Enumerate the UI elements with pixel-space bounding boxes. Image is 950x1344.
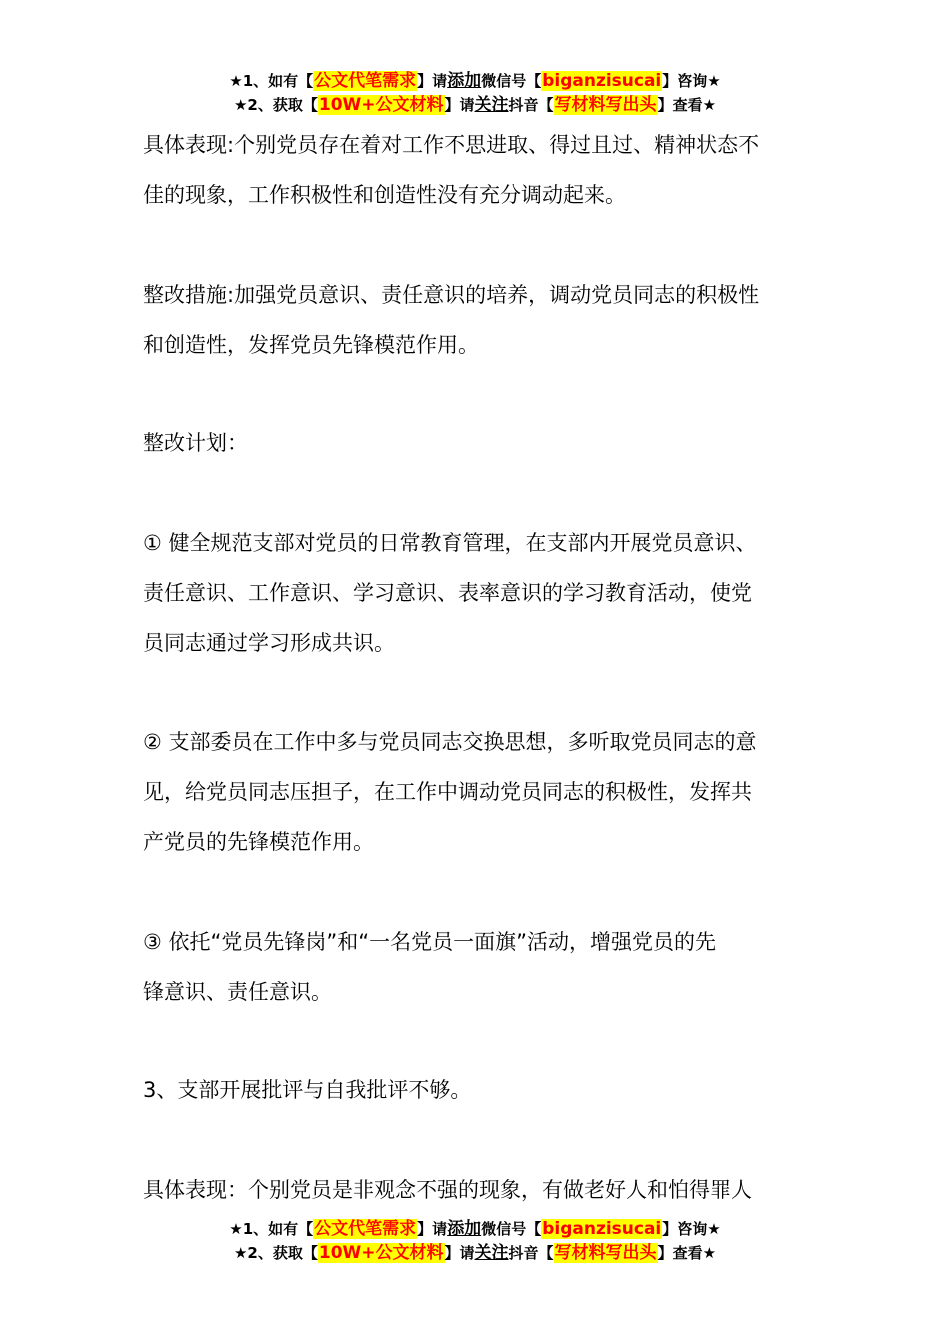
banner-highlight: 10W+公文材料 bbox=[318, 1243, 444, 1263]
banner-text: 】查看★ bbox=[657, 1244, 717, 1262]
banner-line-2 bbox=[0, 93, 950, 117]
text-line: 责任意识、工作意识、学习意识、表率意识的学习教育活动，使党 bbox=[143, 581, 752, 605]
text-line: 具体表现：个别党员是非观念不强的现象，有做老好人和怕得罪人 bbox=[143, 1178, 752, 1202]
banner-underlined: 关注 bbox=[474, 95, 509, 115]
banner-text: 】请 bbox=[417, 72, 448, 90]
douyin-id-highlight: 写材料写出头 bbox=[554, 95, 657, 115]
paragraph-plan-item-2 bbox=[143, 717, 813, 867]
text-line: 整改措施:加强党员意识、责任意识的培养，调动党员同志的积极性 bbox=[143, 283, 760, 307]
banner-text: ★2、获取【 bbox=[233, 96, 318, 114]
text-line: 佳的现象，工作积极性和创造性没有充分调动起来。 bbox=[143, 183, 626, 207]
text-line: 见，给党员同志压担子，在工作中调动党员同志的积极性，发挥共 bbox=[143, 780, 752, 804]
paragraph-performance bbox=[143, 120, 813, 220]
paragraph-performance-2 bbox=[143, 1165, 813, 1215]
text-line: 产党员的先锋模范作用。 bbox=[143, 830, 374, 854]
footer-banner bbox=[0, 1217, 950, 1265]
banner-text: ★1、如有【 bbox=[229, 72, 314, 90]
banner-text: 】咨询★ bbox=[662, 1220, 721, 1238]
banner-text: 抖音【 bbox=[508, 1244, 554, 1262]
banner-text: ★1、如有【 bbox=[229, 1220, 314, 1238]
paragraph-plan-item-3 bbox=[143, 917, 813, 1017]
banner-text: 微信号【 bbox=[481, 1220, 542, 1238]
text-line: 整改计划： bbox=[143, 431, 248, 455]
douyin-id-highlight: 写材料写出头 bbox=[554, 1243, 657, 1263]
wechat-id-highlight: biganzisucai bbox=[542, 1219, 662, 1239]
banner-text: ★2、获取【 bbox=[233, 1244, 318, 1262]
banner-text: 】咨询★ bbox=[662, 72, 721, 90]
paragraph-measures bbox=[143, 270, 813, 370]
banner-text: 】请 bbox=[444, 1244, 475, 1262]
banner-text: 抖音【 bbox=[508, 96, 554, 114]
header-banner bbox=[0, 69, 950, 117]
text-line: 锋意识、责任意识。 bbox=[143, 980, 332, 1004]
banner-text: 】请 bbox=[417, 1220, 448, 1238]
banner-underlined: 添加 bbox=[447, 1219, 482, 1239]
paragraph-plan-item-1 bbox=[143, 518, 813, 668]
banner-underlined: 添加 bbox=[447, 71, 482, 91]
text-line: ① 健全规范支部对党员的日常教育管理，在支部内开展党员意识、 bbox=[143, 531, 757, 555]
wechat-id-highlight: biganzisucai bbox=[542, 71, 662, 91]
banner-highlight: 10W+公文材料 bbox=[318, 95, 444, 115]
banner-line-1 bbox=[0, 69, 950, 93]
banner-line-1 bbox=[0, 1217, 950, 1241]
text-line: 具体表现:个别党员存在着对工作不思进取、得过且过、精神状态不 bbox=[143, 133, 760, 157]
paragraph-plan-heading bbox=[143, 418, 813, 468]
banner-text: 微信号【 bbox=[481, 72, 542, 90]
text-line: ② 支部委员在工作中多与党员同志交换思想，多听取党员同志的意 bbox=[143, 730, 757, 754]
text-line: ③ 依托“党员先锋岗”和“一名党员一面旗”活动，增强党员的先 bbox=[143, 930, 717, 954]
banner-highlight: 公文代笔需求 bbox=[314, 71, 417, 91]
banner-text: 】查看★ bbox=[657, 96, 717, 114]
text-line: 3、支部开展批评与自我批评不够。 bbox=[143, 1078, 472, 1102]
paragraph-section-3 bbox=[143, 1065, 813, 1115]
text-line: 员同志通过学习形成共识。 bbox=[143, 631, 395, 655]
banner-highlight: 公文代笔需求 bbox=[314, 1219, 417, 1239]
banner-line-2 bbox=[0, 1241, 950, 1265]
banner-underlined: 关注 bbox=[474, 1243, 509, 1263]
banner-text: 】请 bbox=[444, 96, 475, 114]
text-line: 和创造性，发挥党员先锋模范作用。 bbox=[143, 333, 479, 357]
